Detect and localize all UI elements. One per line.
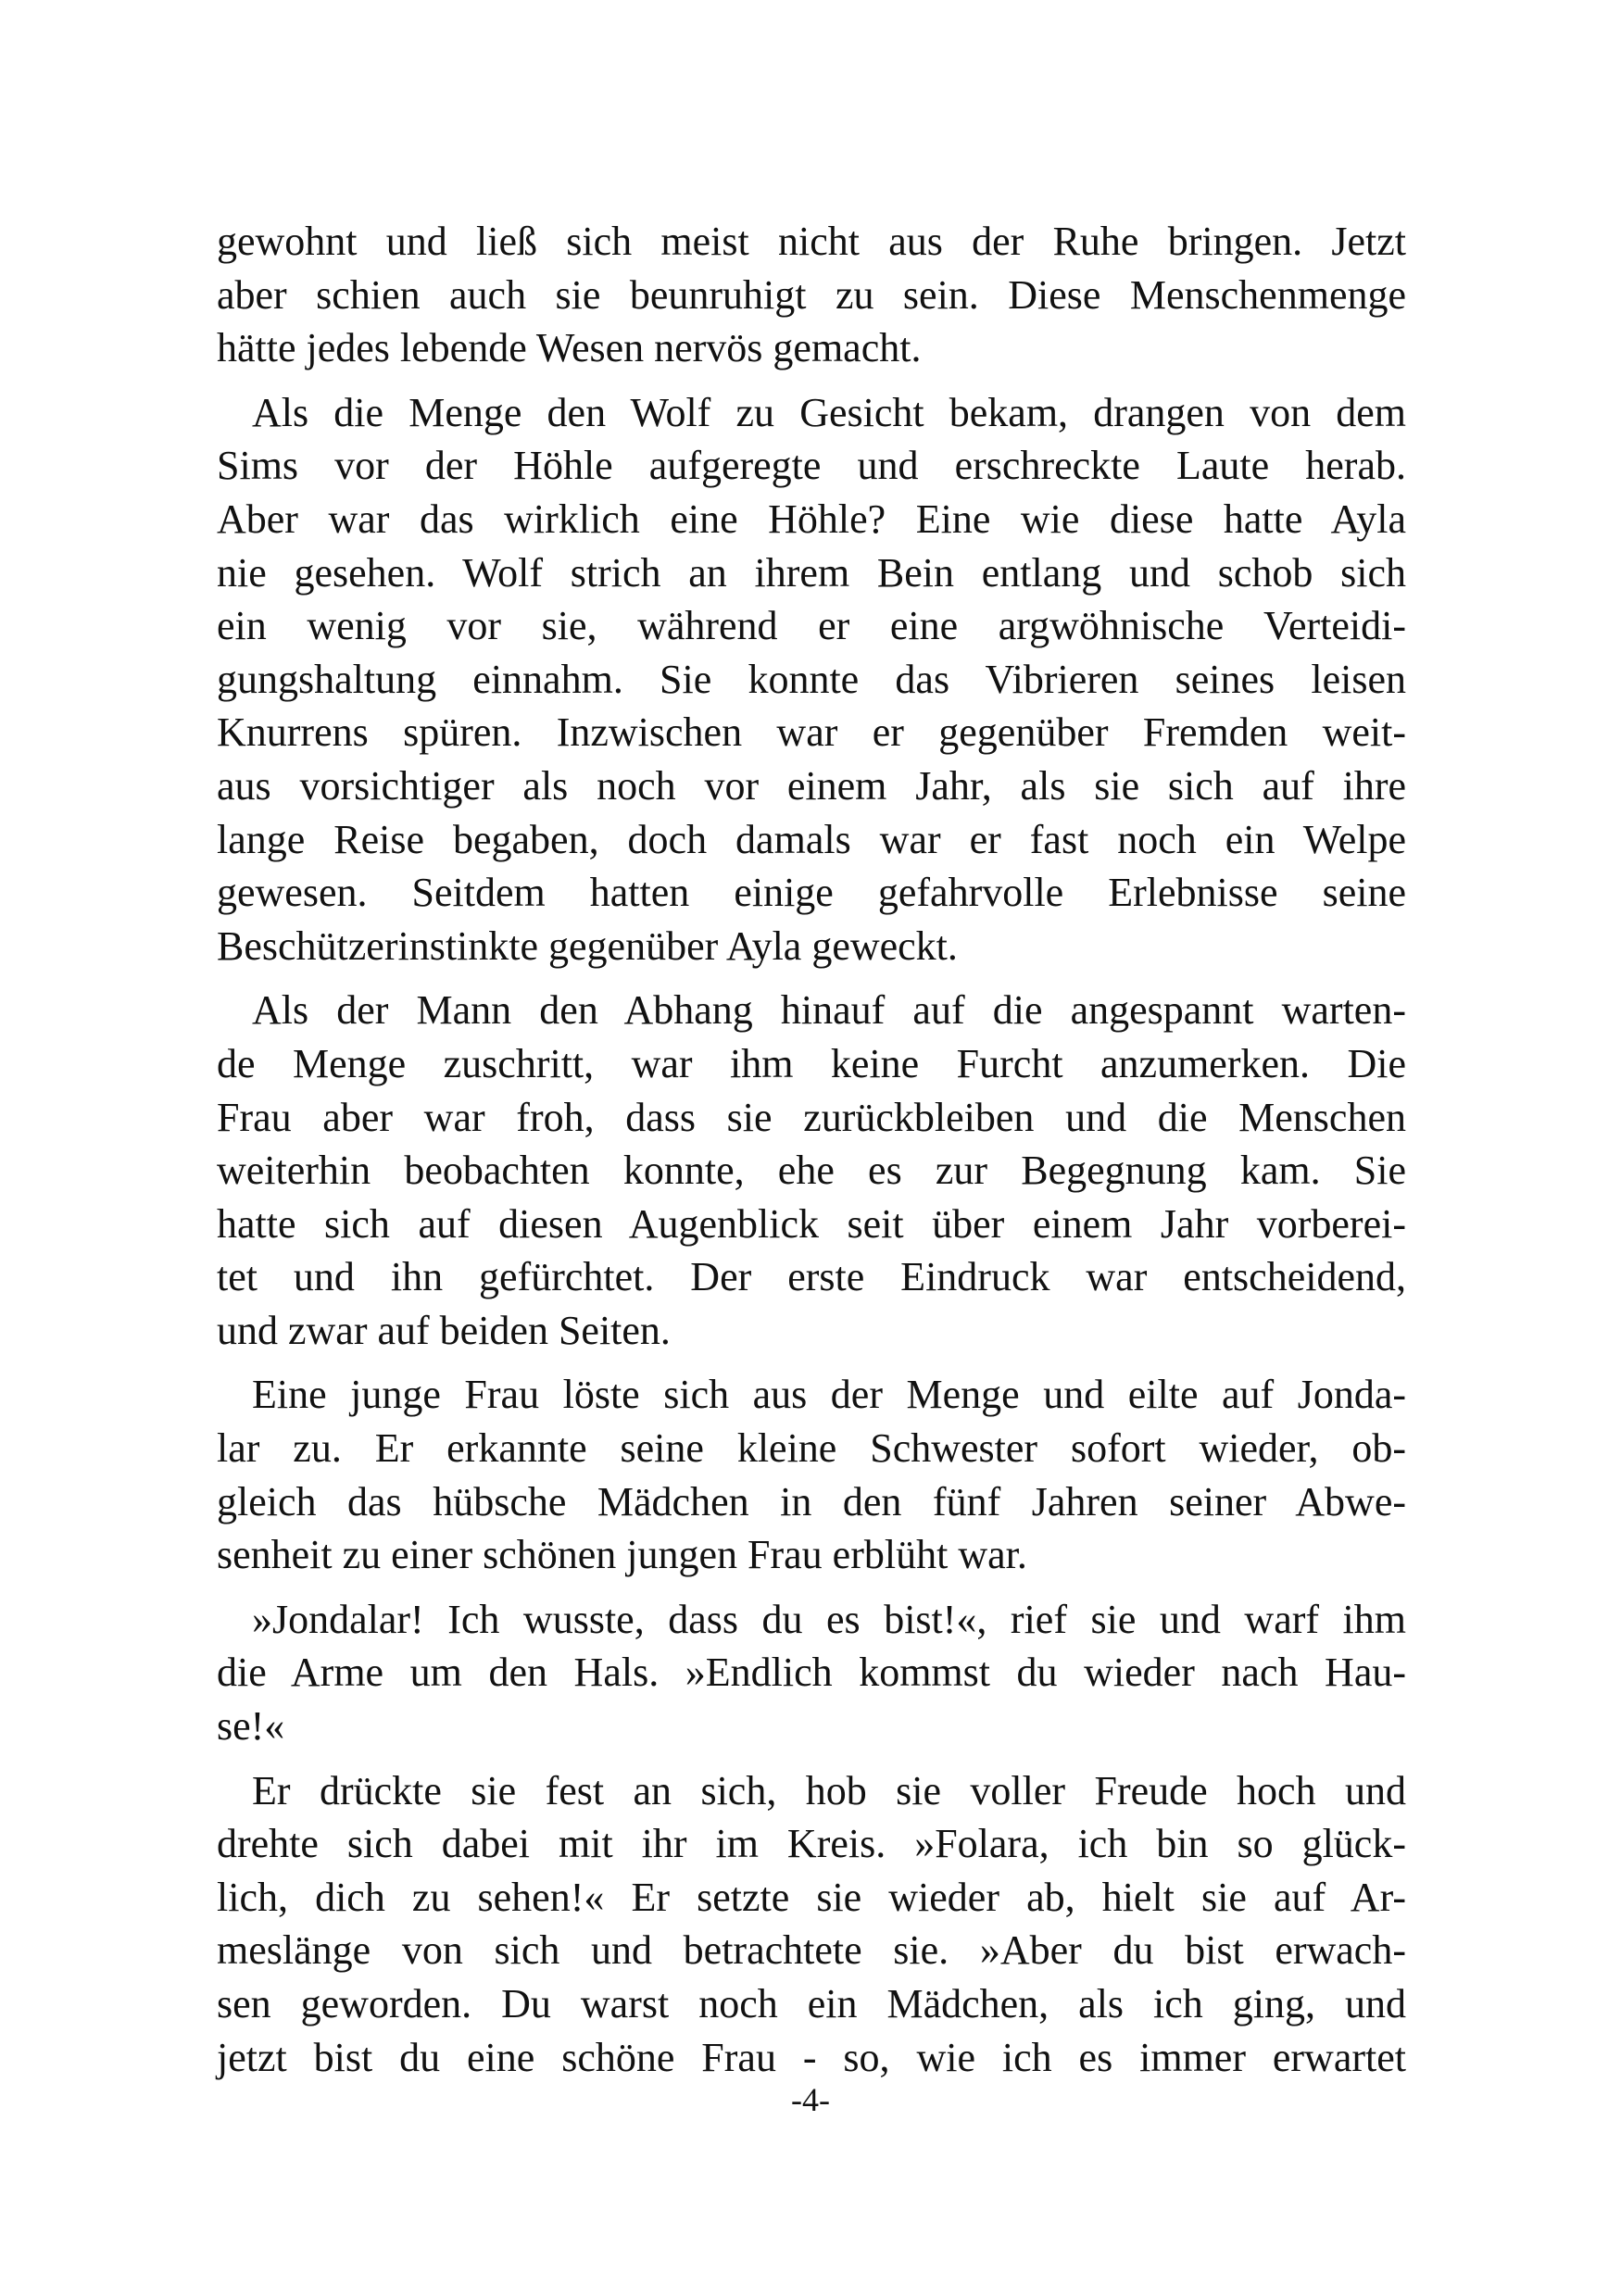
text-line: die Arme um den Hals. »Endlich kommst du wieder nach Hau- xyxy=(217,1650,1406,1696)
paragraph-5 xyxy=(217,1593,1406,1753)
text-line: gleich das hübsche Mädchen in den fünf Jahren seiner Abwe- xyxy=(217,1478,1406,1524)
text-line: Sims vor der Höhle aufgeregte und erschreckte Laute herab. xyxy=(217,443,1406,489)
text-line: gungshaltung einnahm. Sie konnte das Vibrieren seines leisen xyxy=(217,656,1406,702)
text-line: hätte jedes lebende Wesen nervös gemacht. xyxy=(217,325,922,371)
paragraph-1 xyxy=(217,215,1406,375)
text-line: de Menge zuschritt, war ihm keine Furcht anzumerken. Die xyxy=(217,1040,1406,1086)
text-line: Beschützerinstinkte gegenüber Ayla geweckt. xyxy=(217,922,958,969)
paragraph-6 xyxy=(217,1764,1406,2085)
text-line: nie gesehen. Wolf strich an ihrem Bein entlang und schob sich xyxy=(217,549,1406,596)
text-line: drehte sich dabei mit ihr im Kreis. »Folara, ich bin so glück- xyxy=(217,1821,1406,1867)
text-line: Frau aber war froh, dass sie zurückbleiben und die Menschen xyxy=(217,1094,1406,1140)
text-line: aber schien auch sie beunruhigt zu sein. Diese Menschenmenge xyxy=(217,271,1406,318)
paragraph-3 xyxy=(217,984,1406,1357)
text-line: gewesen. Seitdem hatten einige gefahrvolle Erlebnisse seine xyxy=(217,870,1406,916)
text-line: Eine junge Frau löste sich aus der Menge und eilte auf Jonda- xyxy=(252,1372,1406,1418)
text-line: se!« xyxy=(217,1703,285,1750)
body-text xyxy=(217,215,1406,2095)
text-line: lich, dich zu sehen!« Er setzte sie wieder ab, hielt sie auf Ar- xyxy=(217,1874,1406,1920)
text-line: und zwar auf beiden Seiten. xyxy=(217,1307,671,1353)
text-line: tet und ihn gefürchtet. Der erste Eindruck war entscheidend, xyxy=(217,1254,1406,1300)
text-line: weiterhin beobachten konnte, ehe es zur Begegnung kam. Sie xyxy=(217,1148,1406,1194)
text-line: Knurrens spüren. Inzwischen war er gegenüber Fremden weit- xyxy=(217,709,1406,756)
text-line: hatte sich auf diesen Augenblick seit über einem Jahr vorberei- xyxy=(217,1200,1406,1247)
text-line: aus vorsichtiger als noch vor einem Jahr, als sie sich auf ihre xyxy=(217,762,1406,809)
text-line: Als der Mann den Abhang hinauf auf die angespannt warten- xyxy=(252,987,1406,1034)
paragraph-2 xyxy=(217,386,1406,973)
text-line: gewohnt und ließ sich meist nicht aus der Ruhe bringen. Jetzt xyxy=(217,219,1406,264)
text-line: lar zu. Er erkannte seine kleine Schwester sofort wieder, ob- xyxy=(217,1425,1406,1472)
text-line: senheit zu einer schönen jungen Frau erblüht war. xyxy=(217,1532,1027,1578)
text-line: sen geworden. Du warst noch ein Mädchen, als ich ging, und xyxy=(217,1981,1406,2026)
text-line: Als die Menge den Wolf zu Gesicht bekam, drangen von dem xyxy=(252,389,1406,435)
text-line: Er drückte sie fest an sich, hob sie voller Freude hoch und xyxy=(252,1767,1406,1813)
paragraph-4 xyxy=(217,1368,1406,1581)
text-line: jetzt bist du eine schöne Frau - so, wie ich es immer erwartet xyxy=(217,2034,1406,2080)
text-line: lange Reise begaben, doch damals war er fast noch ein Welpe xyxy=(217,816,1406,862)
page-number: -4- xyxy=(791,2081,830,2118)
text-line: Aber war das wirklich eine Höhle? Eine wie diese hatte Ayla xyxy=(217,496,1406,542)
text-line: ein wenig vor sie, während er eine argwöhnische Verteidi- xyxy=(217,603,1406,649)
text-line: meslänge von sich und betrachtete sie. »Aber du bist erwach- xyxy=(217,1927,1406,1974)
text-line: »Jondalar! Ich wusste, dass du es bist!«, rief sie und warf ihm xyxy=(252,1596,1406,1642)
